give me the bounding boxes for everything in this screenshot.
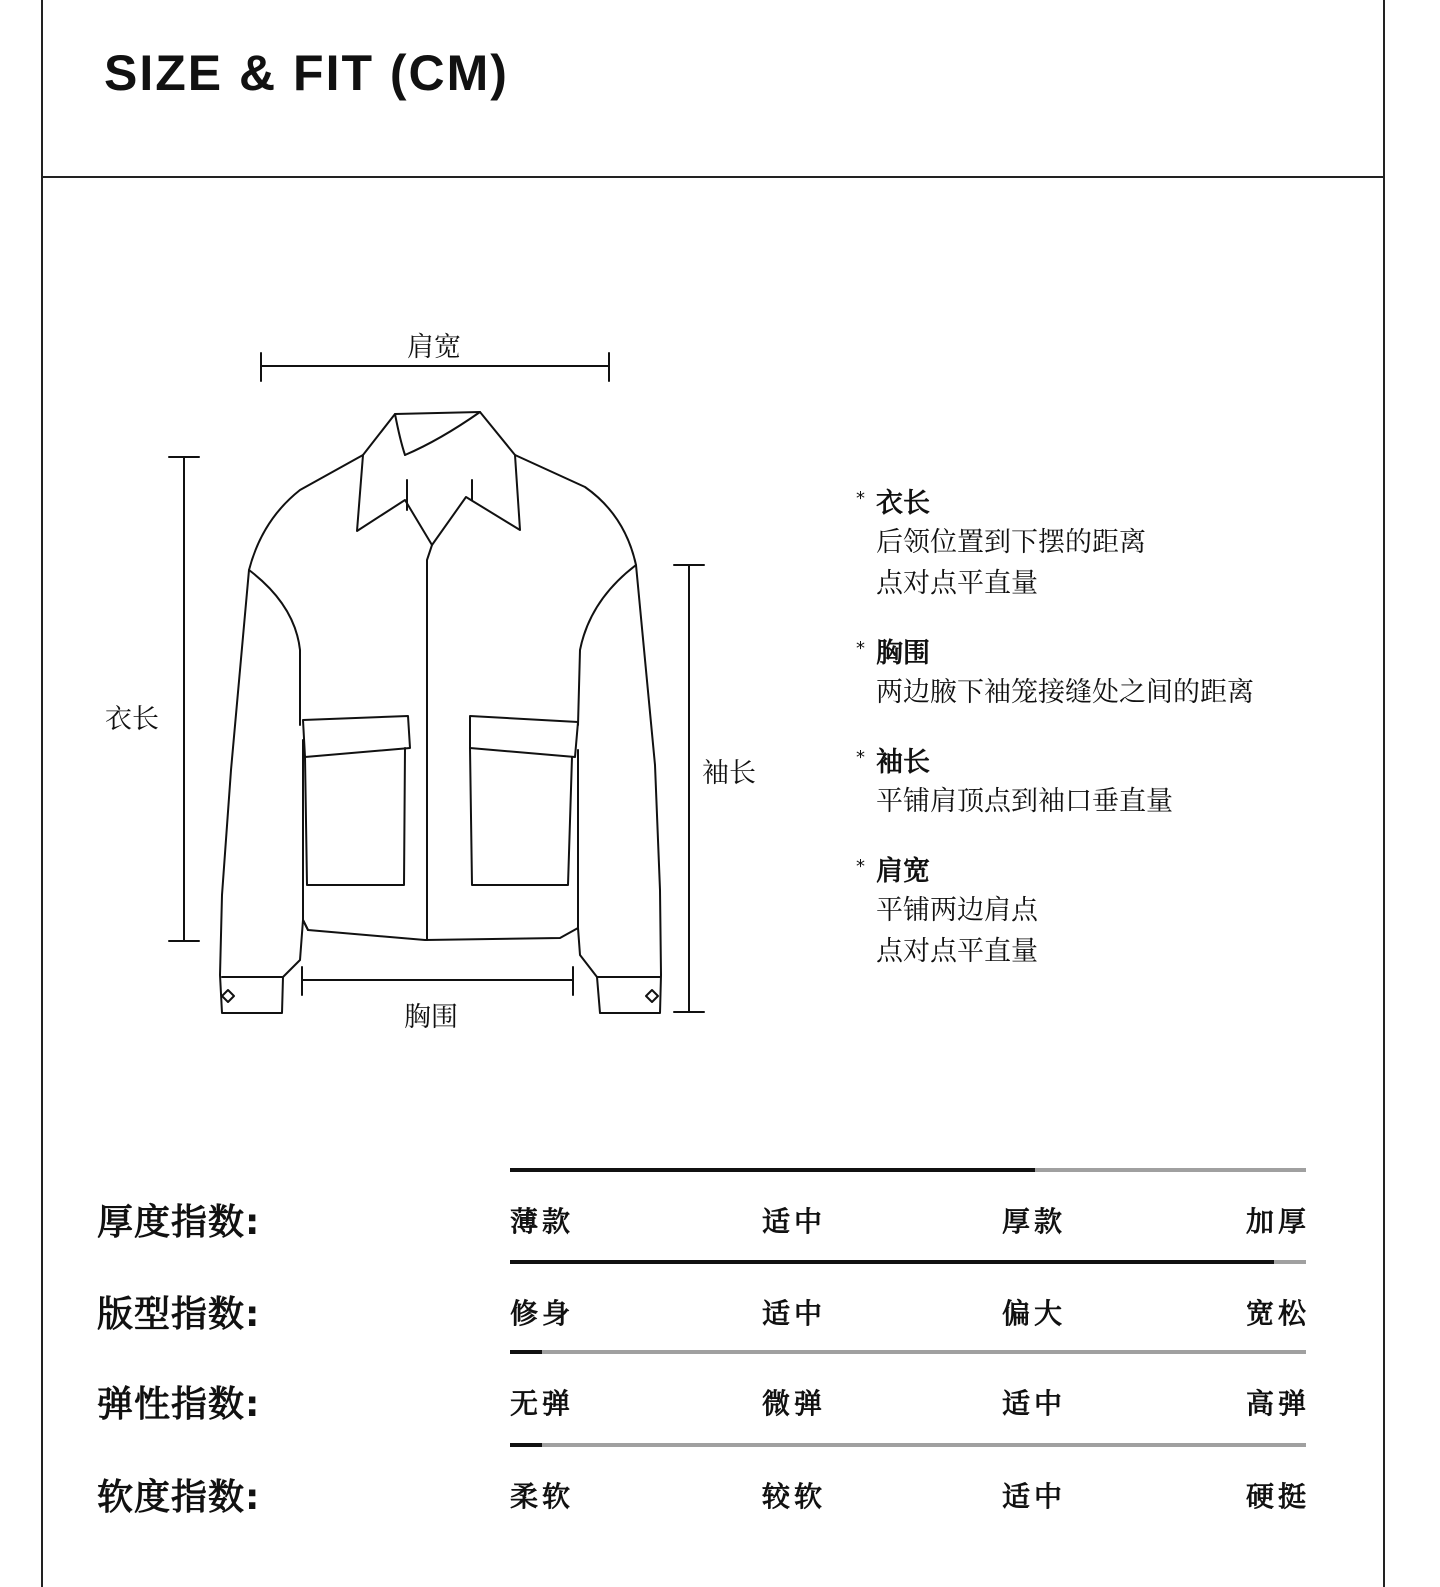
note-term: 袖长 (876, 747, 930, 778)
index-option: 厚款 (1002, 1205, 1067, 1238)
index-option: 适中 (1002, 1480, 1067, 1513)
index-option: 高弹 (1245, 1387, 1310, 1420)
length-label: 衣长 (105, 704, 159, 735)
note-length (856, 486, 1356, 604)
index-option: 硬挺 (1245, 1480, 1310, 1513)
note-bullet: * (856, 856, 865, 877)
note-term: 肩宽 (876, 856, 930, 887)
index-options (510, 1292, 1310, 1332)
note-description: 后领位置到下摆的距离 (876, 527, 1146, 558)
note-description: 点对点平直量 (876, 568, 1038, 599)
index-options (510, 1200, 1310, 1240)
index-fill (510, 1168, 1035, 1172)
index-option: 适中 (762, 1205, 827, 1238)
index-option: 加厚 (1245, 1205, 1310, 1238)
index-track (510, 1168, 1306, 1172)
note-bullet: * (856, 638, 865, 659)
chest-label: 胸围 (404, 1002, 458, 1033)
index-option: 无弹 (510, 1387, 575, 1420)
note-description: 两边腋下袖笼接缝处之间的距离 (876, 677, 1254, 708)
note-description: 点对点平直量 (876, 936, 1038, 967)
index-track (510, 1350, 1306, 1354)
note-bullet: * (856, 747, 865, 768)
index-option: 较软 (762, 1480, 827, 1513)
note-bullet: * (856, 488, 865, 509)
length-dimension-line (169, 457, 199, 941)
index-track (510, 1443, 1306, 1447)
index-option: 适中 (1002, 1387, 1067, 1420)
index-label: 弹性指数: (97, 1384, 261, 1425)
sleeve-dimension-line (674, 565, 704, 1012)
note-term: 胸围 (876, 638, 930, 669)
index-options (510, 1382, 1310, 1422)
index-label: 厚度指数: (97, 1202, 261, 1243)
left-cuff-button-icon (222, 990, 234, 1002)
chest-dimension-line (302, 967, 573, 995)
index-fill (510, 1350, 542, 1354)
index-row-softness (0, 1443, 1440, 1533)
index-option: 薄款 (510, 1205, 575, 1238)
note-chest (856, 636, 1356, 713)
index-row-elasticity (0, 1350, 1440, 1440)
index-option: 修身 (510, 1297, 575, 1330)
index-row-thickness (0, 1168, 1440, 1258)
sleeve-label: 袖长 (702, 758, 756, 789)
index-label: 软度指数: (97, 1477, 261, 1518)
index-option: 柔软 (510, 1480, 575, 1513)
index-row-fit (0, 1260, 1440, 1350)
note-sleeve (856, 745, 1356, 822)
page-title: SIZE & FIT (CM) (104, 45, 509, 101)
dimension-markers (169, 353, 704, 1012)
index-option: 偏大 (1002, 1297, 1067, 1330)
note-description: 平铺两边肩点 (876, 895, 1038, 926)
index-label: 版型指数: (97, 1294, 261, 1335)
index-options (510, 1475, 1310, 1515)
index-track (510, 1260, 1306, 1264)
note-term: 衣长 (876, 488, 930, 519)
index-fill (510, 1260, 1274, 1264)
index-option: 宽松 (1245, 1297, 1310, 1330)
note-shoulder (856, 854, 1356, 972)
measurement-notes (856, 486, 1356, 1004)
index-option: 适中 (762, 1297, 827, 1330)
note-description: 平铺肩顶点到袖口垂直量 (876, 786, 1173, 817)
jacket-outline-icon (220, 412, 661, 1013)
shoulder-label: 肩宽 (407, 332, 461, 363)
right-cuff-button-icon (646, 990, 658, 1002)
index-option: 微弹 (762, 1387, 827, 1420)
index-fill (510, 1443, 542, 1447)
